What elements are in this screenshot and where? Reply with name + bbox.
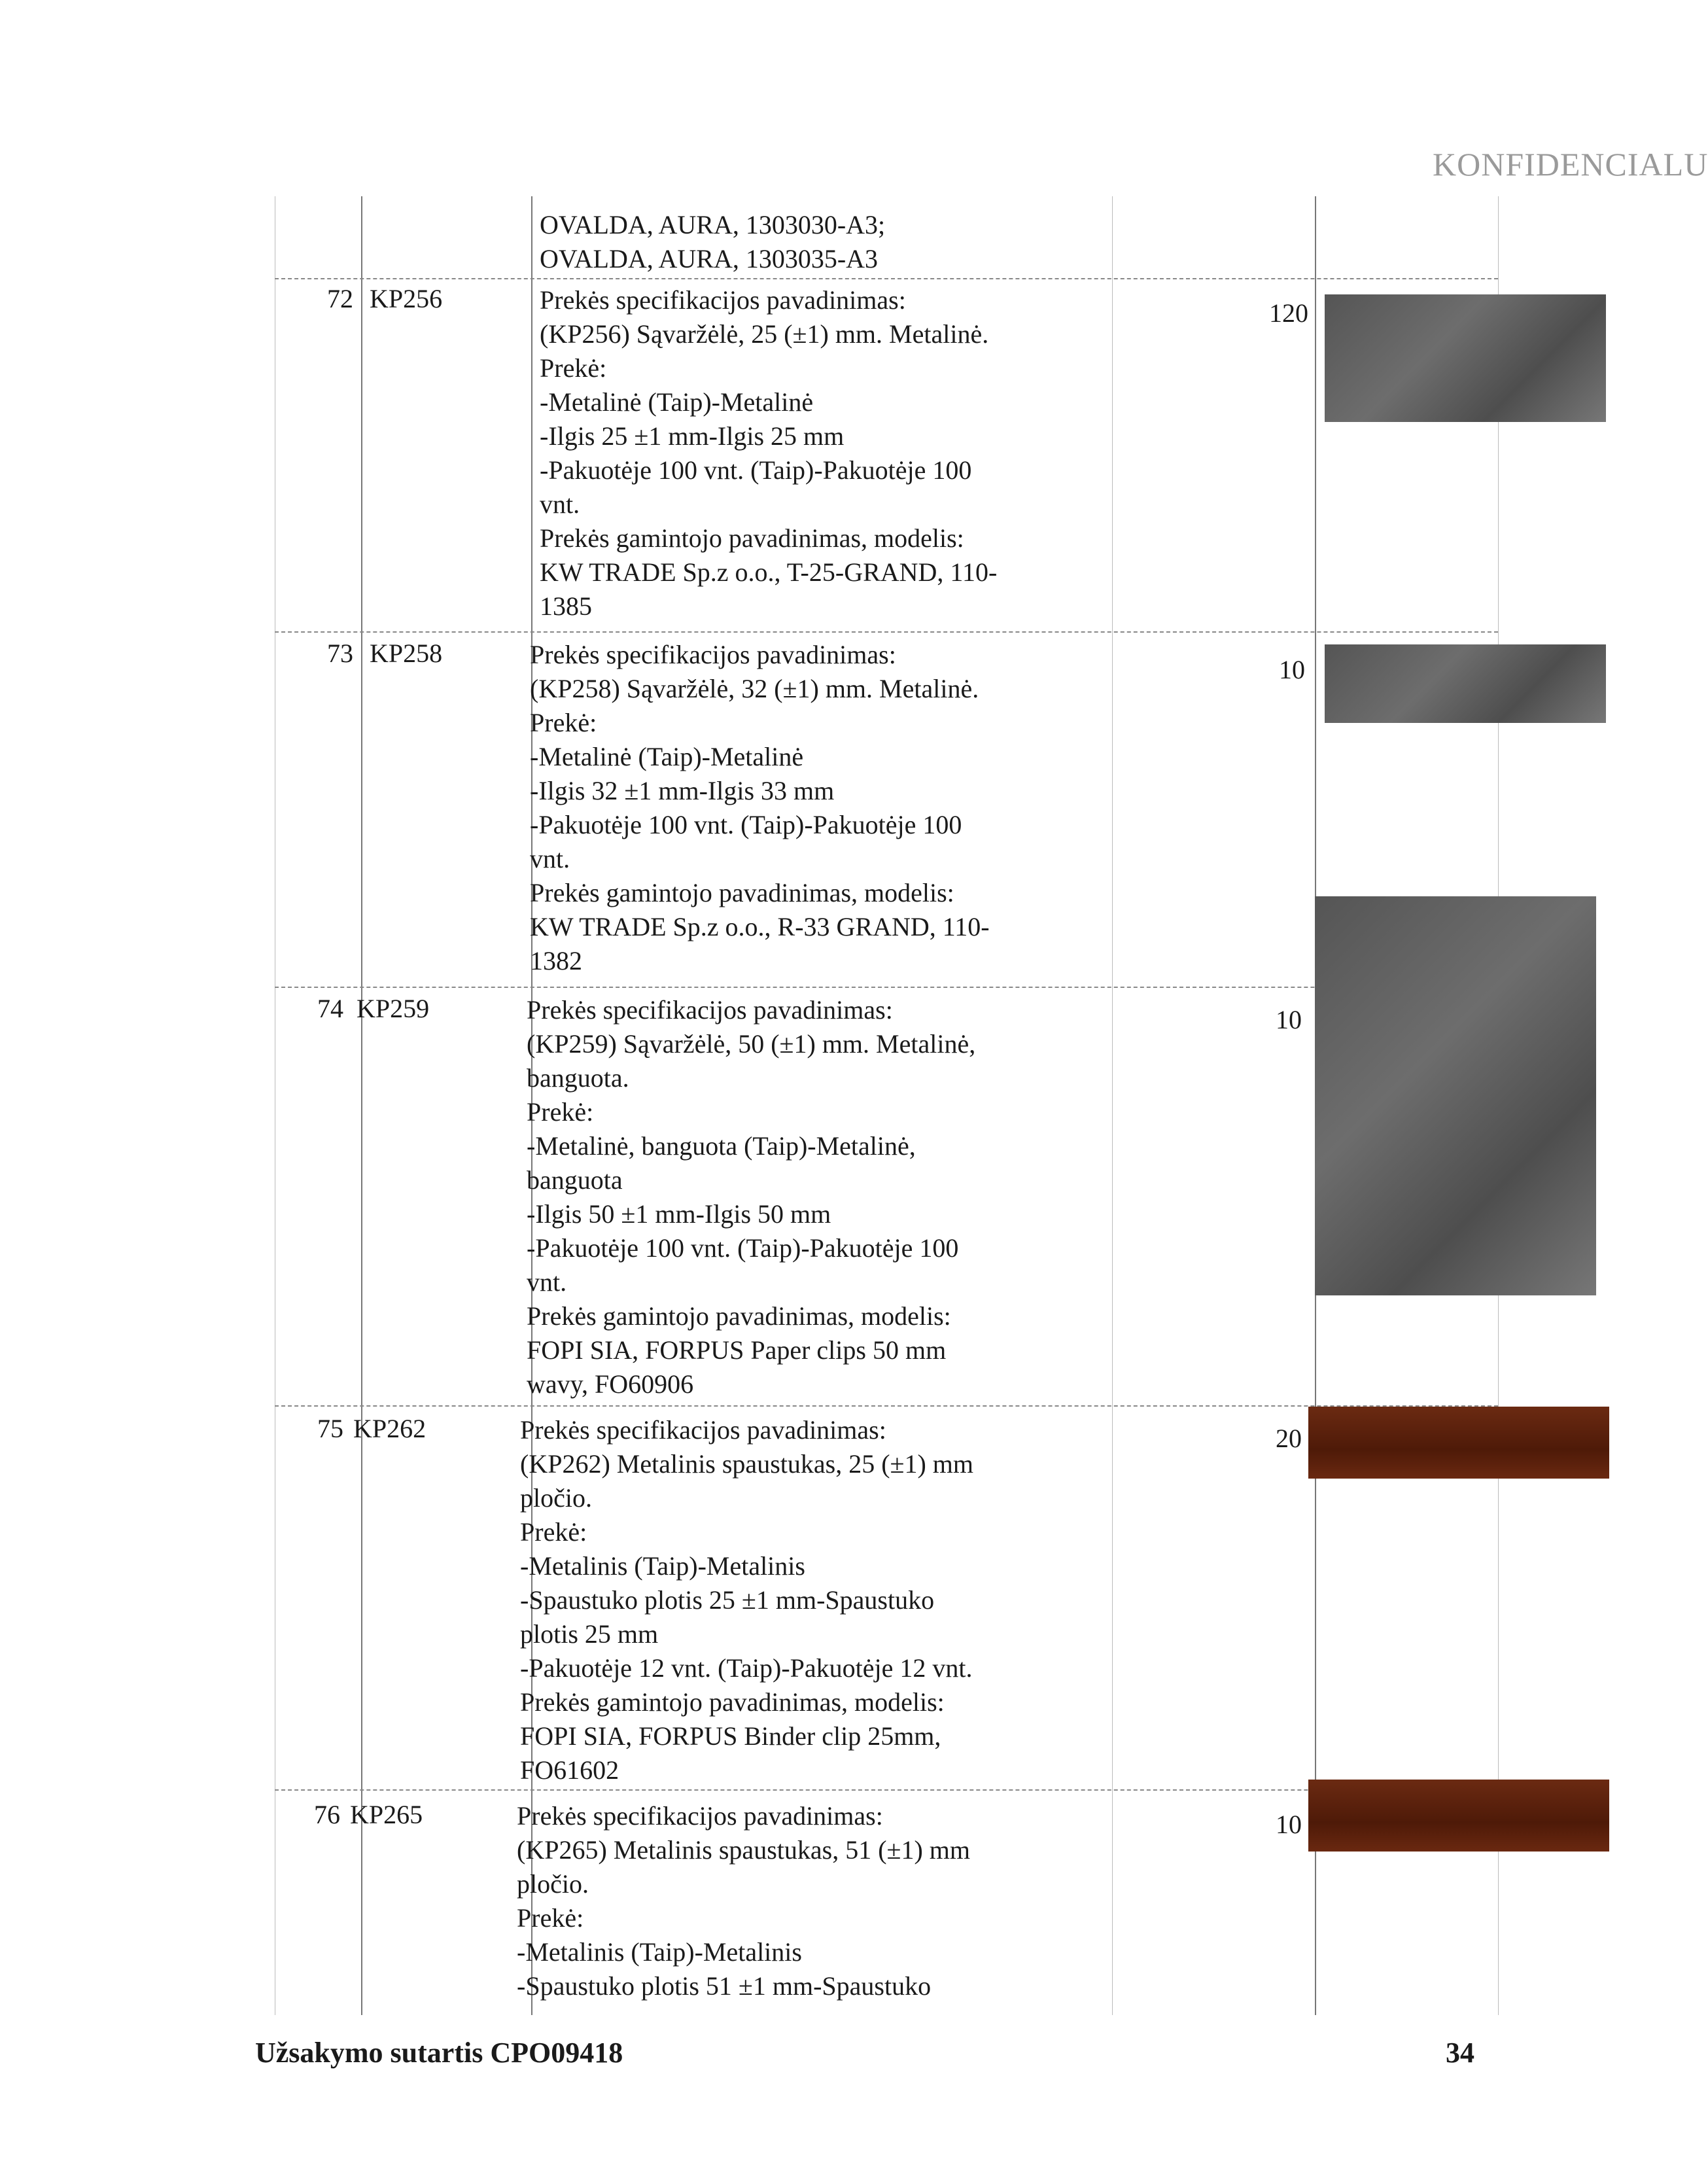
redaction-block [1308, 1407, 1609, 1479]
description-line: vnt. [530, 844, 570, 873]
description-line: Prekės specifikacijos pavadinimas: [540, 285, 906, 315]
description-line: -Metalinis (Taip)-Metalinis [520, 1551, 805, 1581]
description-line: Prekė: [517, 1903, 584, 1933]
product-description [527, 993, 1096, 1401]
description-line: Prekės gamintojo pavadinimas, modelis: [520, 1687, 945, 1717]
description-line: -Metalinė (Taip)-Metalinė [530, 742, 804, 771]
description-line: -Ilgis 25 ±1 mm-Ilgis 25 mm [540, 421, 845, 451]
description-line: (KP265) Metalinis spaustukas, 51 (±1) mm [517, 1835, 971, 1865]
product-description [520, 1413, 1089, 1787]
row-separator [275, 631, 1498, 633]
fragment-line: OVALDA, AURA, 1303035-A3 [540, 244, 879, 273]
row-number: 73 [327, 639, 353, 668]
product-code: KP259 [357, 994, 430, 1023]
description-line: Prekė: [530, 708, 597, 737]
description-line: Prekės specifikacijos pavadinimas: [517, 1801, 883, 1831]
description-line: (KP256) Sąvaržėlė, 25 (±1) mm. Metalinė. [540, 319, 989, 349]
quantity: 20 [1276, 1424, 1302, 1453]
description-line: pločio. [520, 1483, 592, 1513]
description-line: pločio. [517, 1869, 589, 1899]
row-number: 75 [317, 1414, 343, 1443]
description-line: -Pakuotėje 100 vnt. (Taip)-Pakuotėje 100 [530, 810, 962, 839]
product-code: KP256 [370, 284, 443, 313]
quantity: 10 [1279, 655, 1305, 684]
description-line: wavy, FO60906 [527, 1369, 694, 1399]
description-line: vnt. [527, 1267, 567, 1297]
description-line: vnt. [540, 489, 580, 519]
description-line: banguota. [527, 1063, 629, 1093]
product-code: KP262 [353, 1414, 427, 1443]
description-line: KW TRADE Sp.z o.o., R-33 GRAND, 110- [530, 912, 990, 941]
redaction-block [1308, 1780, 1609, 1852]
quantity: 10 [1276, 1005, 1302, 1034]
previous-row-fragment [540, 208, 1109, 276]
product-description [530, 638, 1099, 978]
description-line: -Pakuotėje 100 vnt. (Taip)-Pakuotėje 100 [527, 1233, 959, 1263]
column-divider-quantity [1112, 196, 1113, 2015]
description-line: 1385 [540, 591, 592, 621]
redaction-block [1325, 294, 1606, 422]
page-number: 34 [1446, 2037, 1474, 2069]
description-line: (KP262) Metalinis spaustukas, 25 (±1) mm [520, 1449, 974, 1479]
product-description [540, 283, 1109, 623]
description-line: (KP259) Sąvaržėlė, 50 (±1) mm. Metalinė, [527, 1029, 976, 1059]
description-line: -Pakuotėje 12 vnt. (Taip)-Pakuotėje 12 vnt. [520, 1653, 973, 1683]
fragment-line: OVALDA, AURA, 1303030-A3; [540, 210, 886, 239]
description-line: FOPI SIA, FORPUS Paper clips 50 mm [527, 1335, 947, 1365]
description-line: -Metalinė (Taip)-Metalinė [540, 387, 814, 417]
description-line: Prekės specifikacijos pavadinimas: [530, 640, 896, 669]
description-line: Prekė: [520, 1517, 587, 1547]
contract-reference: Užsakymo sutartis CPO09418 [255, 2037, 623, 2069]
description-line: (KP258) Sąvaržėlė, 32 (±1) mm. Metalinė. [530, 674, 979, 703]
description-line: -Ilgis 50 ±1 mm-Ilgis 50 mm [527, 1199, 831, 1229]
row-number: 74 [317, 994, 343, 1023]
redaction-block [1325, 644, 1606, 723]
product-code: KP258 [370, 639, 443, 668]
product-description [517, 1799, 1086, 2003]
description-line: FO61602 [520, 1755, 619, 1785]
quantity: 120 [1269, 298, 1308, 328]
description-line: -Metalinis (Taip)-Metalinis [517, 1937, 802, 1967]
row-separator [275, 278, 1498, 279]
description-line: -Pakuotėje 100 vnt. (Taip)-Pakuotėje 100 [540, 455, 972, 485]
description-line: Prekė: [540, 353, 607, 383]
description-line: Prekės gamintojo pavadinimas, modelis: [530, 878, 954, 907]
description-line: -Ilgis 32 ±1 mm-Ilgis 33 mm [530, 776, 835, 805]
description-line: Prekės gamintojo pavadinimas, modelis: [527, 1301, 951, 1331]
redaction-block [1315, 896, 1596, 1295]
description-line: KW TRADE Sp.z o.o., T-25-GRAND, 110- [540, 557, 998, 587]
description-line: Prekė: [527, 1097, 594, 1127]
description-line: Prekės specifikacijos pavadinimas: [527, 995, 893, 1025]
confidential-stamp: KONFIDENCIALU [1433, 146, 1708, 183]
description-line: Prekės specifikacijos pavadinimas: [520, 1415, 886, 1445]
row-number: 72 [327, 284, 353, 313]
description-line: FOPI SIA, FORPUS Binder clip 25mm, [520, 1721, 941, 1751]
description-line: Prekės gamintojo pavadinimas, modelis: [540, 523, 964, 553]
description-line: -Metalinė, banguota (Taip)-Metalinė, [527, 1131, 916, 1161]
description-line: -Spaustuko plotis 25 ±1 mm-Spaustuko [520, 1585, 935, 1615]
quantity: 10 [1276, 1810, 1302, 1839]
product-code: KP265 [350, 1800, 423, 1829]
description-line: banguota [527, 1165, 623, 1195]
column-divider-code [361, 196, 362, 2015]
row-number: 76 [314, 1800, 340, 1829]
description-line: plotis 25 mm [520, 1619, 659, 1649]
description-line: -Spaustuko plotis 51 ±1 mm-Spaustuko [517, 1971, 932, 2001]
description-line: 1382 [530, 946, 582, 975]
